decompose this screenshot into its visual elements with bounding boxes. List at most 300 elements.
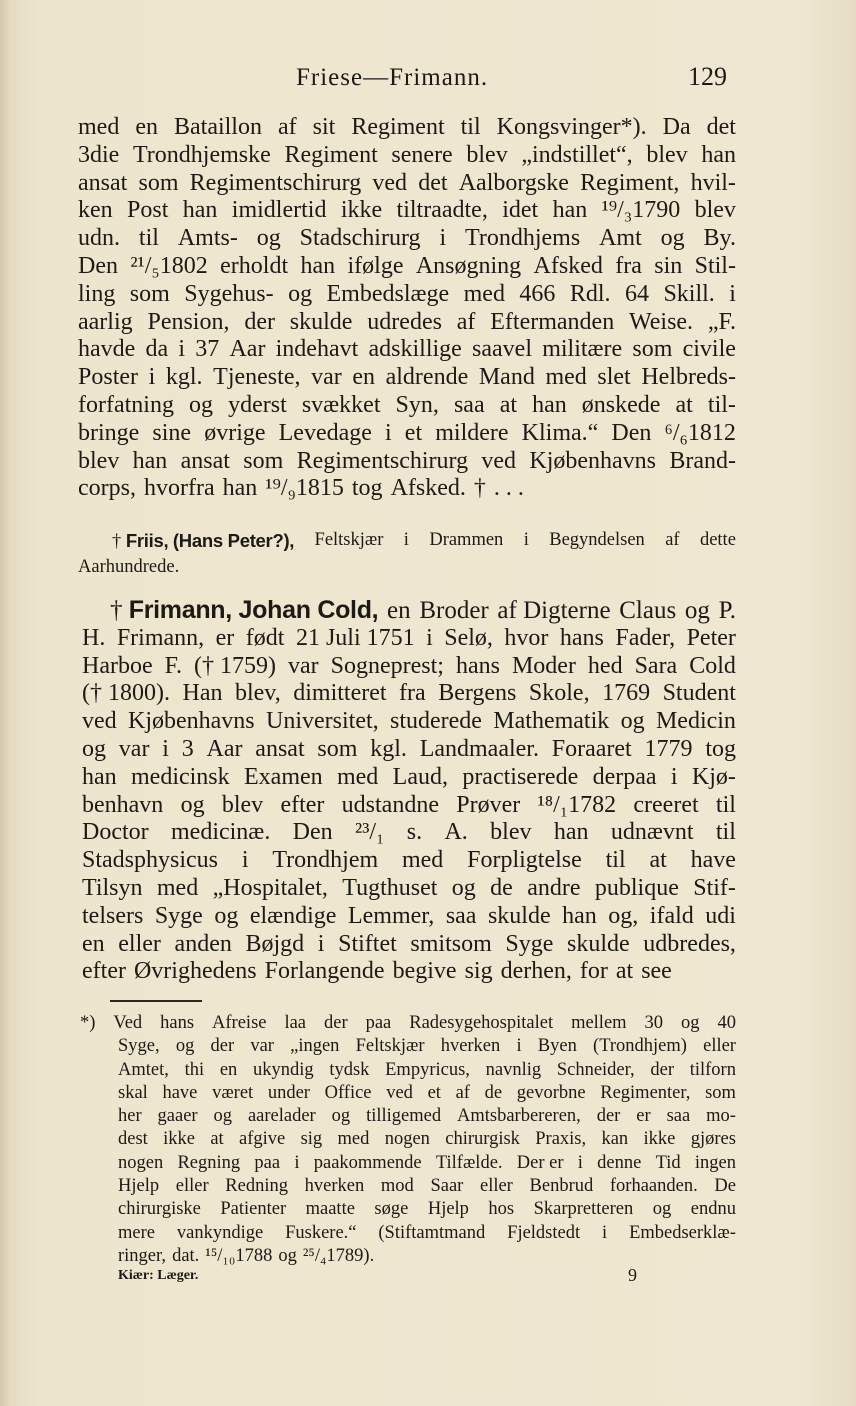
word: indehavt xyxy=(275,336,359,363)
word: i xyxy=(602,1222,608,1243)
word: et xyxy=(404,419,423,446)
word: og xyxy=(451,874,476,901)
word: „indstillet“, xyxy=(521,141,633,168)
word: aldrende xyxy=(385,364,469,391)
text-line xyxy=(78,225,736,253)
word: „Hospitalet, xyxy=(212,874,328,901)
footnote-line xyxy=(80,1035,736,1058)
word: Aar xyxy=(206,735,243,762)
word: udn. xyxy=(78,225,120,252)
word: Amtsbarbereren, xyxy=(457,1106,581,1127)
word: bringe xyxy=(78,419,140,446)
word: skal xyxy=(118,1082,148,1103)
word: practiserede xyxy=(462,763,579,790)
word: var xyxy=(250,1036,274,1057)
word: i xyxy=(241,847,249,874)
word: var xyxy=(118,735,150,762)
word: at xyxy=(210,1129,224,1150)
word: senere xyxy=(391,141,453,168)
word: kgl. xyxy=(370,735,407,762)
word: militære xyxy=(542,336,623,363)
word: til xyxy=(715,791,736,818)
word: det xyxy=(706,114,736,140)
word: Ved xyxy=(113,1013,143,1033)
text-line xyxy=(78,281,736,309)
word: yderst xyxy=(228,391,287,418)
word: Hjelp xyxy=(427,1199,469,1220)
word: i xyxy=(426,624,433,651)
word: Embedslæge xyxy=(326,280,450,307)
word: 1779 xyxy=(644,735,693,762)
footnote-line xyxy=(80,1082,736,1105)
text-line xyxy=(82,847,736,875)
word: ⁶/₆1812 xyxy=(664,419,736,446)
text-line xyxy=(82,653,736,681)
word: og, xyxy=(608,902,639,929)
word: han xyxy=(532,391,567,418)
word: Byen xyxy=(537,1036,577,1057)
word: adskillige xyxy=(368,336,462,363)
word: hvorfra xyxy=(143,475,215,502)
footnote-line xyxy=(80,1198,736,1221)
word: 64 xyxy=(625,280,649,307)
word: da xyxy=(145,336,169,363)
entry-line xyxy=(78,527,736,554)
word: Kongsvinger*). xyxy=(496,114,647,140)
text-line xyxy=(78,392,736,420)
word: med xyxy=(156,874,199,901)
word: Benbrud xyxy=(529,1176,594,1197)
word: været xyxy=(212,1082,254,1103)
footnote-line xyxy=(80,1128,736,1151)
word: svækket xyxy=(301,391,381,418)
word: hans xyxy=(455,652,500,679)
word: Kjøbenhavns xyxy=(128,708,255,735)
word: i xyxy=(439,225,447,252)
text-line xyxy=(78,475,736,503)
word: der xyxy=(596,1106,621,1127)
word: H. xyxy=(82,624,106,651)
word: Hjelp xyxy=(118,1176,160,1197)
word: Peter xyxy=(686,624,736,651)
page-number: 129 xyxy=(688,62,727,91)
word: sit xyxy=(312,114,336,140)
word: dimitteret xyxy=(293,680,387,707)
word: Aalborgske xyxy=(458,169,569,196)
word: Patienter xyxy=(220,1199,287,1220)
word: afgive xyxy=(239,1129,286,1150)
word: Den xyxy=(292,819,333,846)
word: (Trondhjem) xyxy=(593,1036,687,1057)
word: Amt xyxy=(599,225,642,252)
word: tydsk xyxy=(329,1059,370,1080)
word: hverken xyxy=(440,1036,501,1057)
word: Fuskere.“ xyxy=(285,1222,357,1243)
word: († 1800). xyxy=(82,680,170,707)
word: og xyxy=(288,280,313,307)
entry-word: Aarhundrede. xyxy=(78,557,180,577)
signature-number: 9 xyxy=(628,1265,637,1285)
word: civile xyxy=(682,336,736,363)
word: hans xyxy=(160,1013,195,1033)
word: ved xyxy=(82,708,117,735)
text-line xyxy=(78,448,736,476)
word: Amtet, xyxy=(118,1059,169,1080)
word: blev xyxy=(78,447,120,474)
word: tilforn xyxy=(689,1059,736,1080)
word: ikke xyxy=(643,1129,676,1150)
word: og xyxy=(175,1036,195,1057)
word: udbredes, xyxy=(643,930,736,957)
word: havde xyxy=(78,336,136,363)
word: og xyxy=(82,735,106,762)
text-line xyxy=(78,197,736,225)
word: Syge xyxy=(505,930,554,957)
word: saa xyxy=(453,391,485,418)
word: er xyxy=(636,1106,651,1127)
word: at xyxy=(675,391,693,418)
word: Rdl. xyxy=(569,280,611,307)
footnote xyxy=(80,1012,736,1268)
word: ved xyxy=(372,169,408,196)
word: i xyxy=(317,930,325,957)
word: Student xyxy=(662,680,736,707)
word: efter xyxy=(82,958,126,985)
word: ²³/₁ xyxy=(355,819,385,846)
word: gjøres xyxy=(690,1129,736,1150)
word: i xyxy=(148,364,156,391)
footnote-line xyxy=(80,1175,736,1198)
word: ²⁵/₄1789). xyxy=(302,1245,375,1266)
word: at xyxy=(649,847,667,874)
word: gevorbne xyxy=(516,1082,586,1103)
word: sin xyxy=(654,252,683,279)
word: blev, xyxy=(234,680,281,707)
word: Trondhjem xyxy=(272,847,379,874)
word: fra xyxy=(399,680,426,707)
word: Bergens xyxy=(438,680,517,707)
word: Afsked xyxy=(533,252,603,279)
word: Den xyxy=(611,419,652,446)
text-line xyxy=(82,792,736,820)
word: Tilfælde. xyxy=(435,1152,503,1173)
word: ling xyxy=(78,280,116,307)
word: tilligemed xyxy=(366,1106,442,1127)
word: blev xyxy=(490,819,532,846)
text-line xyxy=(78,253,736,281)
word: † xyxy=(473,475,486,502)
word: ønskede xyxy=(581,391,661,418)
word: Weise. xyxy=(629,308,694,335)
printer-signature: Kiær: Læger. xyxy=(118,1268,199,1283)
word: (Stiftamtmand xyxy=(378,1222,486,1243)
word: og xyxy=(660,225,685,252)
word: i xyxy=(577,1152,583,1173)
word: og xyxy=(213,1106,233,1127)
text-line xyxy=(82,931,736,959)
word: gaaer xyxy=(157,1106,198,1127)
word: erholdt xyxy=(220,252,289,279)
word: anden xyxy=(174,930,232,957)
word: født xyxy=(245,624,285,651)
word: Radesygehospitalet xyxy=(409,1013,554,1033)
word: ansat xyxy=(255,735,305,762)
word: Aar xyxy=(229,336,266,363)
word: benhavn xyxy=(82,791,164,818)
word: Syn, xyxy=(395,391,439,418)
word: en xyxy=(352,364,375,391)
word: under xyxy=(267,1082,310,1103)
entry-frimann xyxy=(82,597,736,986)
word: i xyxy=(294,1152,300,1173)
word: Amts- xyxy=(177,225,238,252)
word: De xyxy=(714,1176,736,1197)
word: derpaa xyxy=(592,763,657,790)
word: der xyxy=(323,1013,348,1033)
word: Kjø- xyxy=(691,763,736,790)
entry-word: og xyxy=(684,597,710,624)
word: 466 xyxy=(519,280,556,307)
word: ikke xyxy=(163,1129,195,1150)
word: fra xyxy=(615,252,642,279)
text-line xyxy=(78,420,736,448)
word: hed xyxy=(587,652,623,679)
word: eller xyxy=(118,930,161,957)
word: Harboe xyxy=(82,652,153,679)
word: ringer, xyxy=(118,1245,167,1266)
word: Foraaret xyxy=(551,735,632,762)
word: Lemmer, xyxy=(347,902,435,929)
word: telsers xyxy=(82,902,144,929)
text-line xyxy=(78,364,736,392)
word: tog xyxy=(705,735,736,762)
entry-word: dette xyxy=(699,530,736,550)
entry-word: Feltskjær xyxy=(314,530,384,550)
running-title: Friese—Frimann. xyxy=(296,64,489,91)
word: kan xyxy=(601,1129,629,1150)
footnote-line xyxy=(80,1152,736,1175)
entry-given-names: (Hans Peter?), xyxy=(172,530,295,551)
word: Bøjgd xyxy=(245,930,305,957)
word: Han xyxy=(182,680,223,707)
word: saa xyxy=(666,1106,691,1127)
word: Mathematik xyxy=(493,708,610,735)
word: Eftermanden xyxy=(490,308,615,335)
entry-word: af xyxy=(665,530,680,550)
text-line xyxy=(82,708,736,736)
word: navnlig xyxy=(485,1059,542,1080)
word: dest xyxy=(118,1129,148,1150)
word: med xyxy=(463,280,505,307)
word: andre xyxy=(527,874,581,901)
word: derhen, xyxy=(500,958,572,985)
word: kgl. xyxy=(165,364,203,391)
word: han xyxy=(82,763,117,790)
word: begive xyxy=(392,958,457,985)
word: 40 xyxy=(717,1013,736,1033)
word: sig xyxy=(300,1129,323,1150)
word: elændige xyxy=(249,902,337,929)
word: aarelader xyxy=(247,1106,316,1127)
word: sine xyxy=(152,419,192,446)
word: der xyxy=(244,308,275,335)
word: nogen xyxy=(118,1152,164,1173)
text-line xyxy=(82,680,736,708)
word: aarlig xyxy=(78,308,133,335)
word: eller xyxy=(703,1036,736,1057)
word: Stif- xyxy=(693,874,736,901)
word: Cold xyxy=(689,652,736,679)
word: hans xyxy=(559,624,604,651)
word: paakommende xyxy=(313,1152,422,1173)
word: Stadsphysicus xyxy=(82,847,219,874)
footnote-line xyxy=(80,1059,736,1082)
word: og xyxy=(278,1245,297,1266)
word: Doctor xyxy=(82,819,149,846)
word: ansat xyxy=(78,169,128,196)
entry-word: P. xyxy=(718,597,736,624)
word: mellem xyxy=(571,1013,627,1033)
entry-word: af Digterne xyxy=(497,597,611,624)
word: studerede xyxy=(389,708,482,735)
word: hos xyxy=(488,1199,515,1220)
entry-word: Broder xyxy=(419,597,489,624)
word: s. xyxy=(406,819,423,846)
footnote-body xyxy=(80,1012,736,1268)
word: Afsked. xyxy=(390,475,466,502)
word: Regimentschirurg xyxy=(296,447,469,474)
word: til xyxy=(605,847,626,874)
word: og xyxy=(331,1106,351,1127)
word: Klima.“ xyxy=(521,419,599,446)
word: Tilsyn xyxy=(82,874,143,901)
word: Prøver xyxy=(456,791,521,818)
word: Bataillon xyxy=(173,114,262,140)
word: til xyxy=(460,114,481,140)
word: chirurgiske xyxy=(118,1199,201,1220)
word: Tid xyxy=(655,1152,681,1173)
running-head xyxy=(0,64,856,100)
word: med xyxy=(545,364,587,391)
word: Regiment xyxy=(351,114,445,140)
word: søge xyxy=(374,1199,409,1220)
word: udredes xyxy=(367,308,442,335)
word: . . . xyxy=(493,475,524,502)
word: Praxis, xyxy=(535,1129,587,1150)
word: Frimann, xyxy=(116,624,205,651)
word: han xyxy=(562,902,597,929)
word: ¹⁹/₃1790 xyxy=(601,197,681,224)
word: og xyxy=(256,225,281,252)
text-line xyxy=(82,903,736,931)
word: Afreise xyxy=(212,1013,267,1033)
word: som xyxy=(705,1082,736,1103)
word: der xyxy=(210,1036,235,1057)
word: Empyricus, xyxy=(385,1059,470,1080)
word: 21 Juli 1751 xyxy=(295,624,415,651)
word: ¹⁵/₁₀1788 xyxy=(205,1245,273,1266)
word: i xyxy=(162,735,169,762)
word: Regimentschirurg xyxy=(189,169,362,196)
word: en xyxy=(219,1059,238,1080)
word: at xyxy=(615,958,634,985)
word: forfatning xyxy=(78,391,174,418)
entry-word: Claus xyxy=(619,597,677,624)
word: i xyxy=(516,1036,522,1057)
word: hvil- xyxy=(690,169,736,196)
word: Sara xyxy=(634,652,678,679)
word: ukyndig xyxy=(252,1059,314,1080)
word: Moder xyxy=(511,652,576,679)
word: her xyxy=(118,1106,142,1127)
word: Sygehus- xyxy=(184,280,274,307)
word: dat. xyxy=(172,1245,200,1266)
text-line xyxy=(78,309,736,337)
word: øvrige xyxy=(204,419,266,446)
text-line xyxy=(82,875,736,903)
word: Regiment, xyxy=(580,169,680,196)
entry-friis xyxy=(78,527,736,581)
word: Selø, xyxy=(444,624,493,651)
word: Skole, xyxy=(528,680,590,707)
word: medicinsk xyxy=(131,763,230,790)
word: Examen xyxy=(244,763,323,790)
word: af xyxy=(277,114,297,140)
word: ikke xyxy=(340,197,383,224)
word: Fjeldstedt xyxy=(507,1222,581,1243)
word: ¹⁸/₁1782 xyxy=(537,791,617,818)
word: de xyxy=(490,874,513,901)
word: og xyxy=(214,902,239,929)
entry-line xyxy=(82,597,736,625)
word: Sogneprest; xyxy=(330,652,444,679)
word: ²¹/₅1802 xyxy=(130,252,208,279)
word: „F. xyxy=(707,308,736,335)
word: mildere xyxy=(435,419,509,446)
word: var xyxy=(288,652,319,679)
word: Office xyxy=(324,1082,372,1103)
word: som xyxy=(243,447,284,474)
word: Brand- xyxy=(669,447,736,474)
word: Feltskjær xyxy=(355,1036,425,1057)
word: 3 xyxy=(181,735,194,762)
word: med xyxy=(78,114,120,140)
word: denne xyxy=(597,1152,642,1173)
word: publique xyxy=(594,874,679,901)
word: i xyxy=(729,280,736,307)
word: efter xyxy=(280,791,325,818)
word: og xyxy=(180,791,205,818)
word: blev xyxy=(466,141,508,168)
text-line xyxy=(82,625,736,653)
word: Mand xyxy=(478,364,535,391)
word: Fader, xyxy=(615,624,676,651)
footnote-line xyxy=(80,1105,736,1128)
word: paa xyxy=(254,1152,281,1173)
word: ken xyxy=(78,197,113,224)
text-line xyxy=(78,170,736,198)
text-line xyxy=(82,958,736,986)
word: de xyxy=(484,1082,503,1103)
word: Saar xyxy=(430,1176,464,1197)
word: Den xyxy=(78,252,118,279)
word: hverken xyxy=(304,1176,365,1197)
word: som xyxy=(317,735,358,762)
page-footer xyxy=(0,1265,856,1292)
word: endnu xyxy=(690,1199,736,1220)
word: 37 xyxy=(195,336,220,363)
word: idet xyxy=(502,197,539,224)
